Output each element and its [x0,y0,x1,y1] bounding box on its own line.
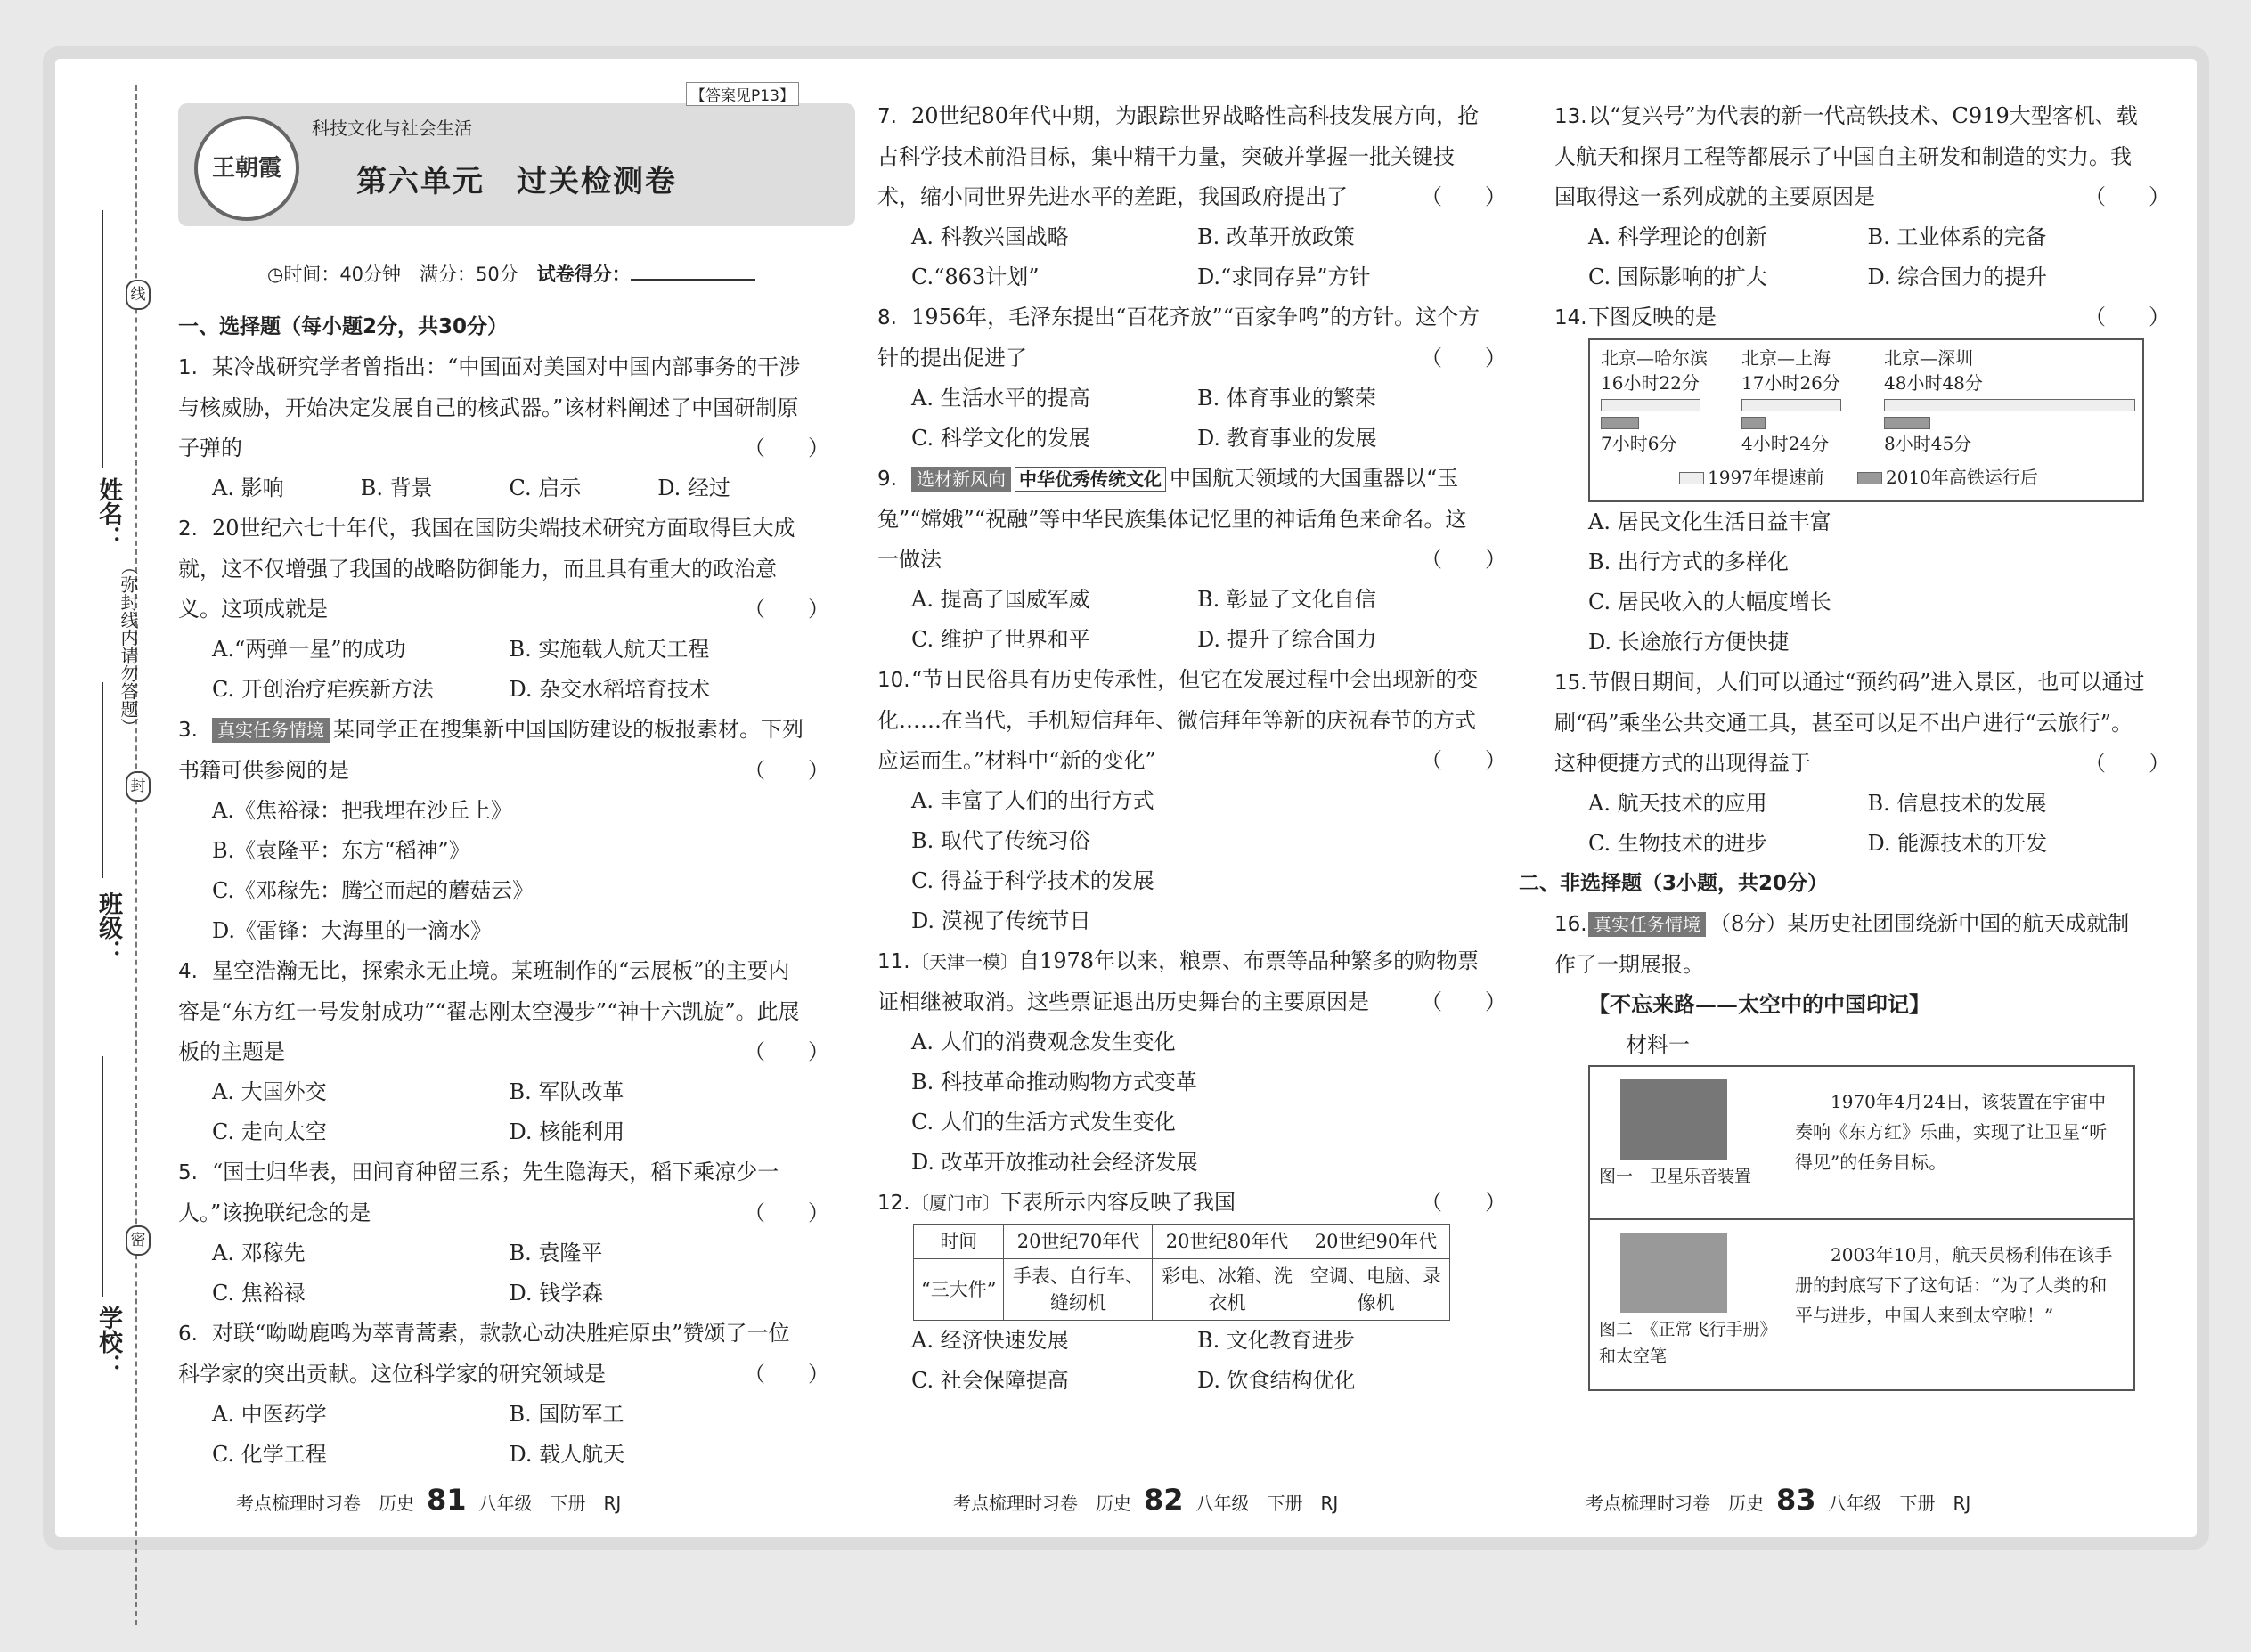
option-c[interactable]: C.《邓稼先：腾空而起的蘑菇云》 [212,878,534,903]
option-b[interactable]: B. 军队改革 [509,1079,624,1104]
school-label: 学校： [94,1306,122,1378]
option-a[interactable]: A. 中医药学 [212,1402,327,1427]
option-b[interactable]: B. 改革开放政策 [1197,224,1355,249]
after-time-label: 4小时24分 [1741,433,1830,454]
section-choice: 一、选择题（每小题2分，共30分） [178,315,509,338]
column-1 [178,307,829,1475]
question-10: 10.“节日民俗具有历史传承性，但它在发展过程中会出现新的变化……在当代，手机短信拜年、微信拜年等新的庆祝春节的方式应运而生。”材料中“新的变化” （ ） A. 丰富了人们的出行方式 B. 取代了传统习俗 C. 得益于科学技术的发展 D. 漠视了传统节日 [877,660,1483,941]
school-field[interactable] [102,1056,103,1297]
goods-table [913,1224,1450,1321]
legend-swatch [1857,472,1882,484]
option-b[interactable]: B. 文化教育进步 [1197,1328,1355,1353]
option-c[interactable]: C. 生物技术的进步 [1588,831,1767,856]
material-item [1590,1220,2133,1389]
question-3: 3. 真实任务情境 某同学正在搜集新中国国防建设的板报素材。下列书籍可供参阅的是 （ ） A.《焦裕禄：把我埋在沙丘上》 B.《袁隆平：东方“稻神”》 C.《邓稼先：腾空而起的蘑菇云》 D.《雷锋：大海里的一滴水》 [178,710,806,951]
option-d[interactable]: D.“求同存异”方针 [1197,264,1371,289]
before-time-label: 17小时26分 [1741,372,1840,394]
option-b[interactable]: B. 背景 [360,476,433,500]
question-6: 6. 对联“呦呦鹿鸣为萃青蒿素，款款心动决胜疟原虫”赞颂了一位科学家的突出贡献。这位科学家的研究领域是 （ ） A. 中医药学 B. 国防军工 C. 化学工程 D. 载人航天 [178,1314,806,1475]
column-3 [1519,96,2170,1391]
option-a[interactable]: A. 人们的消费观念发生变化 [911,1029,1176,1054]
question-15: 15.节假日期间，人们可以通过“预约码”进入景区，也可以通过刷“码”乘坐公共交通工具，甚至可以足不出户进行“云旅行”。这种便捷方式的出现得益于 （ ） A. 航天技术的应用 B. 信息技术的发展 C. 生物技术的进步 D. 能源技术的开发 [1554,663,2147,864]
option-d[interactable]: D. 漠视了传统节日 [911,908,1091,933]
class-label: 班级： [94,891,122,964]
option-b[interactable]: B. 实施载人航天工程 [509,637,710,662]
question-7: 7. 20世纪80年代中期，为跟踪世界战略性高科技发展方向，抢占科学技术前沿目标，集中精干力量，突破并掌握一批关键技术，缩小同世界先进水平的差距，我国政府提出了 （ ） A. 科教兴国战略 B. 改革开放政策 C.“863计划” D.“求同存异”方针 [877,96,1483,297]
option-d[interactable]: D. 经过 [657,476,730,500]
before-time-label: 16小时22分 [1601,372,1700,394]
material-item [1590,1067,2133,1220]
material-box [1588,1065,2135,1391]
culture-tag: 中华优秀传统文化 [1015,467,1166,492]
task-tag: 真实任务情境 [1588,912,1706,937]
footer-page-82: 考点梳理时习卷 历史 82 八年级 下册 RJ [953,1483,1339,1517]
question-16: 16. 真实任务情境 （8分）某历史社团围绕新中国的航天成就制作了一期展报。 【不忘来路——太空中的中国印记】 材料一 图一 卫星乐音装置 1970年4月24日，该装置在宇宙中奏响《东方红》乐曲，实现了让卫星“听得见”的任务目标。 图二 《正常飞行手册》和太空笔 2003年10月，航天员杨利伟在该手册的封底写下了这句话：“为了人类的和平与进步，中国人来到太空啦！” [1554,904,2147,1391]
line-mark: 线 [126,280,151,310]
question-12: 12.〔厦门市〕下表所示内容反映了我国 （ ） 时间 20世纪70年代 20世纪80年代 20世纪90年代 “三大件” 手表、自行车、缝纫机 彩电、冰箱、洗衣机 空调、电脑、录像机 A. 经济快速发展 B. 文化教育进步 C. 社会保障提高 D. 饮食结构优化 [877,1183,1483,1401]
option-d[interactable]: D. 能源技术的开发 [1867,831,2048,856]
question-11: 11.〔天津一模〕自1978年以来，粮票、布票等品种繁多的购物票证相继被取消。这些票证退出历史舞台的主要原因是 （ ） A. 人们的消费观念发生变化 B. 科技革命推动购物方式变革 C. 人们的生活方式发生变化 D. 改革开放推动社会经济发展 [877,941,1483,1183]
option-c[interactable]: C. 居民收入的大幅度增长 [1588,590,1831,614]
option-d[interactable]: D. 提升了综合国力 [1197,627,1377,652]
question-8: 8. 1956年，毛泽东提出“百花齐放”“百家争鸣”的方针。这个方针的提出促进了 （ ） A. 生活水平的提高 B. 体育事业的繁荣 C. 科学文化的发展 D. 教育事业的发展 [877,297,1483,459]
task-tag: 真实任务情境 [212,718,330,743]
footer-page-81: 考点梳理时习卷 历史 81 八年级 下册 RJ [236,1483,622,1517]
option-d[interactable]: D. 饮食结构优化 [1197,1368,1356,1393]
option-d[interactable]: D. 核能利用 [509,1119,625,1144]
option-c[interactable]: C. 走向太空 [212,1119,327,1144]
table-header: 20世纪70年代 [1004,1225,1153,1259]
unit-header [178,87,855,226]
option-b[interactable]: B. 出行方式的多样化 [1588,549,1789,574]
unit-title: 第六单元 过关检测卷 [356,164,677,199]
option-d[interactable]: D. 综合国力的提升 [1867,264,2048,289]
option-b[interactable]: B. 体育事业的繁荣 [1197,386,1376,411]
option-b[interactable]: B. 彰显了文化自信 [1197,587,1376,612]
legend-label: 1997年提速前 [1708,467,1824,488]
table-header: 20世纪80年代 [1153,1225,1301,1259]
figure-text: 1970年4月24日，该装置在宇宙中奏响《东方红》乐曲，实现了让卫星“听得见”的任务目标。 [1795,1091,2108,1173]
option-d[interactable]: D. 教育事业的发展 [1197,426,1377,451]
option-d[interactable]: D. 杂交水稻培育技术 [509,677,711,702]
option-a[interactable]: A. 科教兴国战略 [911,224,1069,249]
source-tag: 〔厦门市〕 [911,1192,1000,1214]
before-bar [1884,399,2135,411]
option-a[interactable]: A. 航天技术的应用 [1588,791,1767,816]
option-d[interactable]: D. 载人航天 [509,1442,625,1467]
option-c[interactable]: C. 人们的生活方式发生变化 [911,1110,1176,1135]
table-header: 20世纪90年代 [1301,1225,1450,1259]
option-a[interactable]: A. 丰富了人们的出行方式 [911,788,1154,813]
name-field[interactable] [102,210,103,468]
table-header: 时间 [914,1225,1004,1259]
route-label: 北京—上海 [1741,347,1831,369]
option-b[interactable]: B. 国防军工 [509,1402,624,1427]
answer-ref: 【答案见P13】 [686,82,799,106]
section-nonchoice: 二、非选择题（3小题，共20分） [1519,872,1829,895]
figure-caption: 图二 《正常飞行手册》和太空笔 [1599,1320,1777,1366]
trend-tag: 选材新风向 [911,467,1011,492]
option-d[interactable]: D. 长途旅行方便快捷 [1588,630,1790,655]
option-c[interactable]: C. 科学文化的发展 [911,426,1090,451]
after-time-label: 7小时6分 [1601,433,1677,454]
route-label: 北京—哈尔滨 [1601,347,1708,369]
exhibit-heading: 【不忘来路——太空中的中国印记】 [1588,992,1930,1017]
option-b[interactable]: B. 工业体系的完备 [1867,224,2047,249]
question-4: 4. 星空浩瀚无比，探索永无止境。某班制作的“云展板”的主要内容是“东方红一号发射成功”“翟志刚太空漫步”“神十六凯旋”。此展板的主题是 （ ） A. 大国外交 B. 军队改革 C. 走向太空 D. 核能利用 [178,951,806,1152]
name-label: 姓名： [94,477,122,549]
before-time-label: 48小时48分 [1884,372,1983,394]
question-5: 5. “国士归华表，田间育种留三系；先生隐海天，稻下乘凉少一人。”该挽联纪念的是 （ ） A. 邓稼先 B. 袁隆平 C. 焦裕禄 D. 钱学森 [178,1152,806,1314]
option-a[interactable]: A. 经济快速发展 [911,1328,1069,1353]
option-b[interactable]: B. 取代了传统习俗 [911,828,1090,853]
option-d[interactable]: D.《雷锋：大海里的一滴水》 [212,918,493,943]
question-1: 1. 某冷战研究学者曾指出：“中国面对美国对中国内部事务的干涉与核威胁，开始决定发展自己的核武器。”该材料阐述了中国研制原子弹的 （ ） A. 影响 B. 背景 C. 启示 D. 经过 [178,347,806,509]
figure-caption: 图一 卫星乐音装置 [1599,1167,1752,1186]
option-c[interactable]: C. 启示 [509,476,582,500]
question-14: 14.下图反映的是 （ ） 北京—哈尔滨 16小时22分 7小时6分 北京—上海 17小时26分 4小时24分 北京—深圳 48小时48分 8小时45分 1997年提速前 2010年高铁运行后 A. 居民文化生活日益丰富 B. 出行方式的多样化 C. 居民收入的大幅度增长 D. 长途旅行方便快捷 [1554,297,2147,663]
column-2 [877,96,1506,1401]
after-bar [1741,417,1766,429]
source-tag: 〔天津一模〕 [911,951,1018,972]
route-label: 北京—深圳 [1884,347,1973,369]
subject-label: 科技文化与社会生活 [312,118,472,139]
question-13: 13.以“复兴号”为代表的新一代高铁技术、C919大型客机、载人航天和探月工程等都展示了中国自主研发和制造的实力。我国取得这一系列成就的主要原因是 （ ） A. 科学理论的创新 B. 工业体系的完备 C. 国际影响的扩大 D. 综合国力的提升 [1554,96,2147,297]
seal-mark: 封 [126,771,151,802]
table-cell: “三大件” [914,1259,1004,1321]
before-bar [1741,399,1841,411]
question-2: 2. 20世纪六七十年代，我国在国防尖端技术研究方面取得巨大成就，这不仅增强了我国的战略防御能力，而且具有重大的政治意义。这项成就是 （ ） A.“两弹一星”的成功 B. 实施载人航天工程 C. 开创治疗疟疾新方法 D. 杂交水稻培育技术 [178,509,806,710]
material-label: 材料一 [1626,1032,1690,1057]
option-d[interactable]: D. 改革开放推动社会经济发展 [911,1150,1198,1175]
after-bar [1601,417,1639,429]
option-c[interactable]: C. 得益于科学技术的发展 [911,868,1154,893]
travel-time-chart [1588,338,2144,502]
time-info: ◷时间：40分钟 满分：50分 试卷得分： [267,260,755,287]
legend-swatch [1679,472,1704,484]
option-b[interactable]: B. 科技革命推动购物方式变革 [911,1070,1197,1095]
table-cell: 彩电、冰箱、洗衣机 [1153,1259,1301,1321]
flight-manual-image [1620,1233,1727,1313]
option-a[interactable]: A. 大国外交 [212,1079,327,1104]
seal-line [135,85,137,1625]
brand-logo: 王朝霞 [194,116,299,221]
before-bar [1601,399,1700,411]
option-a[interactable]: A. 生活水平的提高 [911,386,1090,411]
option-a[interactable]: A. 邓稼先 [212,1241,306,1265]
figure-text: 2003年10月，航天员杨利伟在该手册的封底写下了这句话：“为了人类的和平与进步，中国人来到太空啦！” [1795,1244,2113,1326]
table-cell: 空调、电脑、录像机 [1301,1259,1450,1321]
option-a[interactable]: A. 影响 [212,476,284,500]
score-field[interactable] [631,279,755,281]
option-c[interactable]: C.“863计划” [911,264,1040,289]
option-a[interactable]: A.《焦裕禄：把我埋在沙丘上》 [212,798,512,823]
question-9: 9. 选材新风向 中华优秀传统文化 中国航天领域的大国重器以“玉兔”“嫦娥”“祝融”等中华民族集体记忆里的神话角色来命名。这一做法 （ ） A. 提高了国威军威 B. 彰显了文化自信 C. 维护了世界和平 D. 提升了综合国力 [877,459,1483,660]
after-time-label: 8小时45分 [1884,433,1972,454]
class-field[interactable] [102,682,103,878]
option-b[interactable]: B. 袁隆平 [509,1241,603,1265]
option-a[interactable]: A.“两弹一星”的成功 [212,637,406,662]
option-c[interactable]: C. 焦裕禄 [212,1281,306,1306]
option-b[interactable]: B.《袁隆平：东方“稻神”》 [212,838,470,863]
option-a[interactable]: A. 科学理论的创新 [1588,224,1767,249]
secret-mark: 密 [126,1225,151,1256]
option-d[interactable]: D. 钱学森 [509,1281,604,1306]
legend-label: 2010年高铁运行后 [1886,467,2038,488]
option-b[interactable]: B. 信息技术的发展 [1867,791,2047,816]
table-cell: 手表、自行车、缝纫机 [1004,1259,1153,1321]
option-a[interactable]: A. 居民文化生活日益丰富 [1588,509,1831,534]
music-device-image [1620,1079,1727,1160]
option-c[interactable]: C. 化学工程 [212,1442,327,1467]
footer-page-83: 考点梳理时习卷 历史 83 八年级 下册 RJ [1586,1483,1971,1517]
option-a[interactable]: A. 提高了国威军威 [911,587,1090,612]
option-c[interactable]: C. 国际影响的扩大 [1588,264,1767,289]
binding-note: （弥封线内请勿答题） [118,557,139,736]
after-bar [1884,417,1930,429]
option-c[interactable]: C. 开创治疗疟疾新方法 [212,677,434,702]
option-c[interactable]: C. 维护了世界和平 [911,627,1090,652]
option-c[interactable]: C. 社会保障提高 [911,1368,1069,1393]
